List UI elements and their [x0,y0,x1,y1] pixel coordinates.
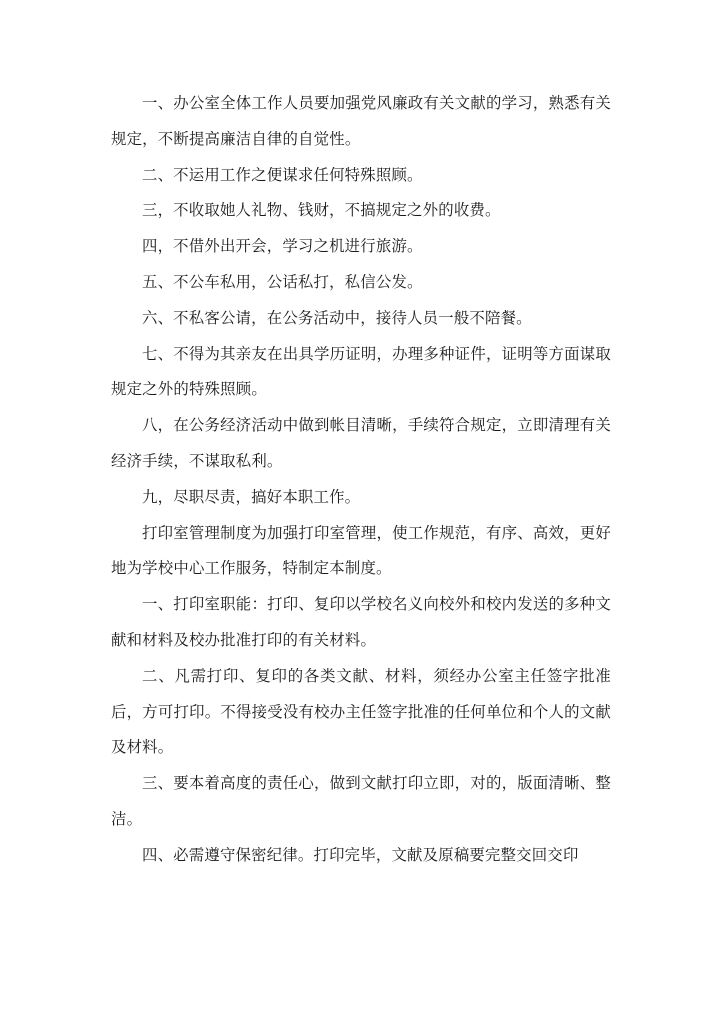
paragraph-12: 二、凡需打印、复印的各类文献、材料，须经办公室主任签字批准后，方可打印。不得接受没有校办主任签字批准的任何单位和个人的文献及材料。 [111,666,611,757]
paragraph-10: 打印室管理制度为加强打印室管理，使工作规范，有序、高效，更好地为学校中心工作服务，特制定本制度。 [111,523,611,578]
paragraph-6: 六、不私客公请，在公务活动中，接待人员一般不陪餐。 [142,308,532,327]
paragraph-7: 七、不得为其亲友在出具学历证明，办理多种证件，证明等方面谋取规定之外的特殊照顾。 [111,344,611,399]
paragraph-1: 一、办公室全体工作人员要加强党风廉政有关文献的学习，熟悉有关规定，不断提高廉洁自律的自觉性。 [111,94,611,148]
paragraph-9: 九，尽职尽责，搞好本职工作。 [142,487,361,506]
paragraph-11: 一、打印室职能：打印、复印以学校名义向校外和校内发送的多种文献和材料及校办批准打印的有关材料。 [111,595,611,649]
paragraph-8: 八，在公务经济活动中做到帐目清晰，手续符合规定，立即清理有关经济手续，不谋取私利。 [111,416,611,470]
paragraph-14: 四、必需遵守保密纪律。打印完毕，文献及原稿要完整交回交印 [142,845,579,864]
paragraph-13: 三、要本着高度的责任心，做到文献打印立即，对的，版面清晰、整洁。 [111,774,611,828]
paragraph-4: 四，不借外出开会，学习之机进行旅游。 [142,237,423,256]
paragraph-3: 三，不收取她人礼物、钱财，不搞规定之外的收费。 [142,201,501,220]
paragraph-2: 二、不运用工作之便谋求任何特殊照顾。 [142,165,423,184]
document-body [111,86,611,874]
paragraph-5: 五、不公车私用，公话私打，私信公发。 [142,272,423,291]
